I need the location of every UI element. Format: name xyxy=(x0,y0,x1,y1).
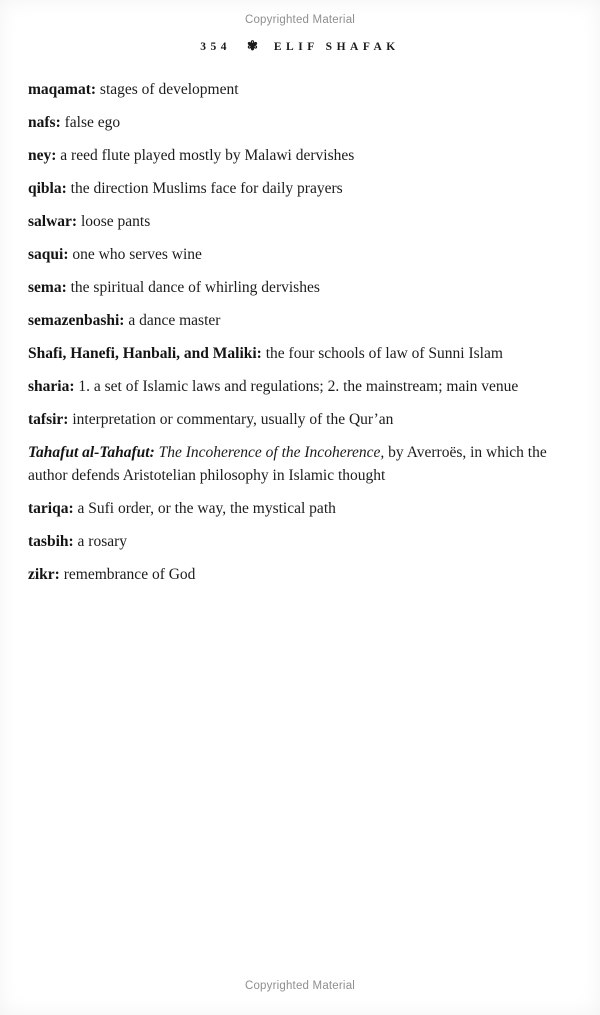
glossary-definition: the spiritual dance of whirling dervishes xyxy=(70,279,320,296)
glossary-definition: by Averroës, in which the author defends Aristotelian philosophy in Islamic thought xyxy=(28,444,547,484)
glossary-list xyxy=(28,78,550,596)
glossary-term: maqamat: xyxy=(28,81,97,98)
glossary-entry xyxy=(28,144,550,167)
glossary-definition: a reed flute played mostly by Malawi dervishes xyxy=(60,147,355,164)
glossary-definition-italic: The Incoherence of the Incoherence, xyxy=(158,444,385,461)
glossary-entry xyxy=(28,177,550,200)
glossary-entry xyxy=(28,497,550,520)
glossary-entry xyxy=(28,210,550,233)
glossary-term: sema: xyxy=(28,279,67,296)
glossary-entry xyxy=(28,111,550,134)
glossary-term: Shafi, Hanefi, Hanbali, and Maliki: xyxy=(28,345,262,362)
copyright-notice-top: Copyrighted Material xyxy=(244,14,356,26)
glossary-definition: remembrance of God xyxy=(63,566,196,583)
glossary-definition: a rosary xyxy=(77,533,128,550)
glossary-definition: a dance master xyxy=(128,312,221,329)
glossary-definition: false ego xyxy=(64,114,121,131)
glossary-entry xyxy=(28,408,550,431)
running-head-author: ELIF SHAFAK xyxy=(273,41,400,53)
glossary-term: nafs: xyxy=(28,114,61,131)
glossary-term: salwar: xyxy=(28,213,78,230)
glossary-term: zikr: xyxy=(28,566,60,583)
glossary-entry xyxy=(28,342,550,365)
glossary-entry xyxy=(28,563,550,586)
glossary-term: tafsir: xyxy=(28,411,69,428)
glossary-term: saqui: xyxy=(28,246,69,263)
page-number: 354 xyxy=(200,41,231,53)
glossary-entry xyxy=(28,243,550,266)
copyright-notice-bottom: Copyrighted Material xyxy=(244,980,356,992)
glossary-definition: the direction Muslims face for daily prayers xyxy=(70,180,343,197)
glossary-definition: the four schools of law of Sunni Islam xyxy=(265,345,503,362)
glossary-definition: stages of development xyxy=(99,81,239,98)
glossary-term: tariqa: xyxy=(28,500,74,517)
glossary-entry xyxy=(28,375,550,398)
glossary-definition: a Sufi order, or the way, the mystical path xyxy=(77,500,336,517)
fleuron-ornament-icon: ✾ xyxy=(246,38,258,53)
glossary-entry xyxy=(28,309,550,332)
glossary-term: semazenbashi: xyxy=(28,312,125,329)
glossary-term: sharia: xyxy=(28,378,75,395)
glossary-definition: one who serves wine xyxy=(72,246,202,263)
glossary-definition: loose pants xyxy=(80,213,151,230)
glossary-entry xyxy=(28,276,550,299)
glossary-term: qibla: xyxy=(28,180,67,197)
glossary-term: tasbih: xyxy=(28,533,74,550)
glossary-definition: interpretation or commentary, usually of the Qur’an xyxy=(72,411,394,428)
glossary-definition: 1. a set of Islamic laws and regulations; 2. the mainstream; main venue xyxy=(78,378,519,395)
running-header xyxy=(0,39,600,55)
glossary-term: Tahafut al-Tahafut: xyxy=(28,444,155,461)
glossary-entry xyxy=(28,530,550,553)
glossary-entry xyxy=(28,78,550,101)
glossary-term: ney: xyxy=(28,147,57,164)
glossary-entry xyxy=(28,441,550,487)
